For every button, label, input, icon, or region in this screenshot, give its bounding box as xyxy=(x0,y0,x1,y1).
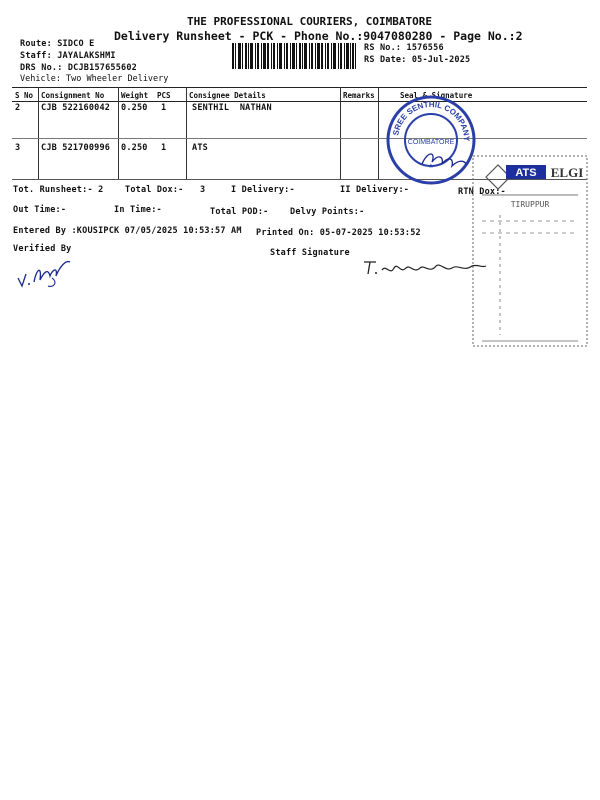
table-top-rule xyxy=(12,87,587,88)
receiver-signature xyxy=(418,146,468,172)
col-divider xyxy=(118,87,119,180)
col-header-consignee: Consignee Details xyxy=(189,91,266,100)
staff-signature-label: Staff Signature xyxy=(270,248,350,258)
row-rule xyxy=(12,138,587,139)
col-header-weight: Weight xyxy=(121,91,149,100)
ats-elgi-stamp xyxy=(472,155,588,347)
table-header-rule xyxy=(12,101,587,102)
route-label: Route: SIDCO E xyxy=(20,39,95,49)
table-row-consignee: SENTHIL NATHAN xyxy=(192,103,272,113)
table-row-weight: 0.250 xyxy=(121,143,148,153)
table-row-weight: 0.250 xyxy=(121,103,148,113)
svg-text:TIRUPPUR: TIRUPPUR xyxy=(510,200,550,209)
rs-number: RS No.: 1576556 xyxy=(364,43,444,53)
i-delivery-label: I Delivery:- xyxy=(231,185,295,195)
col-header-consignment: Consignment No xyxy=(41,91,105,100)
table-row-consignee: ATS xyxy=(192,143,208,153)
col-divider xyxy=(378,87,379,180)
table-row-sno: 3 xyxy=(15,143,21,153)
col-divider xyxy=(340,87,341,180)
printed-on: Printed On: 05-07-2025 10:53:52 xyxy=(256,228,421,238)
table-row-consignment: CJB 522160042 xyxy=(41,103,111,113)
staff-label: Staff: JAYALAKSHMI xyxy=(20,51,116,61)
svg-text:COIMBATORE: COIMBATORE xyxy=(407,139,455,146)
entered-by: Entered By :KOUSIPCK 07/05/2025 10:53:57 AM xyxy=(13,226,242,236)
rs-date: RS Date: 05-Jul-2025 xyxy=(364,55,471,65)
col-header-sno: S No xyxy=(15,91,34,100)
staff-signature xyxy=(360,256,490,282)
table-row-consignment: CJB 521700996 xyxy=(41,143,111,153)
svg-text:SREE SENTHIL COMPANY: SREE SENTHIL COMPANY xyxy=(391,99,472,142)
total-dox-value: 3 xyxy=(200,185,206,195)
table-row-pcs: 1 xyxy=(161,143,167,153)
total-runsheet: Tot. Runsheet:- 2 xyxy=(13,185,104,195)
col-divider xyxy=(38,87,39,180)
rtn-dox-label: RTN Dox:- xyxy=(458,187,506,197)
verifier-signature xyxy=(14,252,76,292)
ii-delivery-label: II Delivery:- xyxy=(340,185,410,195)
vehicle-label: Vehicle: Two Wheeler Delivery xyxy=(20,74,169,84)
runsheet-subtitle: Delivery Runsheet - PCK - Phone No.:9047080280 - Page No.:2 xyxy=(114,29,523,43)
col-header-remarks: Remarks xyxy=(343,91,375,100)
in-time-label: In Time:- xyxy=(114,205,162,215)
svg-text:ELGI: ELGI xyxy=(550,165,584,180)
total-pod-label: Total POD:- xyxy=(210,207,269,217)
drs-number: DRS No.: DCJB157655602 xyxy=(20,63,137,73)
col-divider xyxy=(186,87,187,180)
verified-by-label: Verified By xyxy=(13,244,72,254)
barcode-image xyxy=(232,43,356,69)
svg-text:★: ★ xyxy=(428,161,434,171)
company-seal-stamp xyxy=(385,94,477,186)
out-time-label: Out Time:- xyxy=(13,205,67,215)
col-header-seal-signature: Seal & Signature xyxy=(400,91,473,100)
svg-text:ATS: ATS xyxy=(515,167,537,179)
delvy-points-label: Delvy Points:- xyxy=(290,207,365,217)
company-title: THE PROFESSIONAL COURIERS, COIMBATORE xyxy=(187,15,433,28)
total-dox-label: Total Dox:- xyxy=(125,185,184,195)
table-row-pcs: 1 xyxy=(161,103,167,113)
table-row-sno: 2 xyxy=(15,103,21,113)
col-header-pcs: PCS xyxy=(157,91,171,100)
